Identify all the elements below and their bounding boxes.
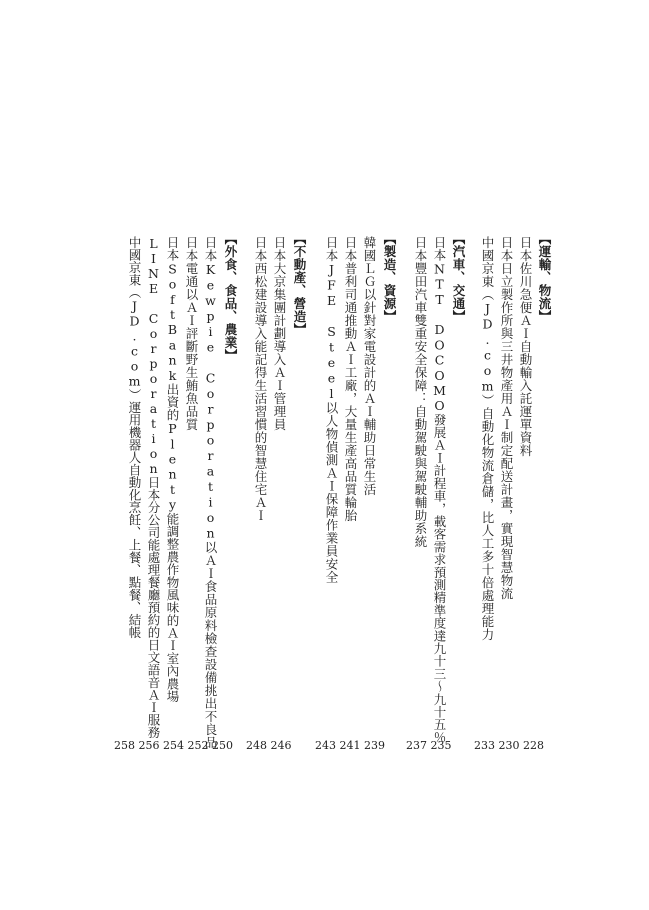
page-references: 237 235	[406, 739, 452, 752]
entry-line: 日本大京集團計劃導入ＡＩ管理員	[272, 236, 287, 431]
entry-line: LINE Corporation日本分公司能處理餐廳預約的日文語音ＡＩ服務	[146, 236, 161, 739]
entry-line: 日本佐川急便ＡＩ自動輸入託運單資料	[518, 236, 533, 457]
entry-line: 日本NTT DOCOMO發展ＡＩ計程車，載客需求預測精準度達九十三～九十五％	[432, 236, 447, 744]
section-heading-food: 【外食、食品、農業】	[223, 232, 238, 362]
page-references: 233 230 228	[474, 739, 544, 752]
page-references: 248 246	[246, 739, 292, 752]
page-references: 243 241 239	[315, 739, 385, 752]
entry-line: 中國京東（JD.com）運用機器人自動化烹飪、上餐、點餐、結帳	[127, 236, 142, 639]
entry-line: 韓國ＬＧ以針對家電設計的ＡＩ輔助日常生活	[362, 236, 377, 496]
entry-line: 日本西松建設導入能記得生活習慣的智慧住宅ＡＩ	[253, 236, 268, 522]
entry-line: 日本SoftBank出資的Plenty能調整農作物風味的ＡＩ室內農場	[165, 236, 180, 703]
entry-line: 日本日立製作所與三井物產用ＡＩ制定配送計畫，實現智慧物流	[499, 236, 514, 600]
section-heading-manufacturing: 【製造、資源】	[382, 232, 397, 323]
page-references: 258 256 254 252 250	[114, 739, 233, 752]
entry-line: 日本JFE Steel以人物偵測ＡＩ保障作業員安全	[324, 236, 339, 584]
entry-line: 中國京東（JD.com）自動化物流倉儲，比人工多十倍處理能力	[480, 236, 495, 641]
entry-line: 日本普利司通推動ＡＩ工廠，大量生產高品質輪胎	[343, 236, 358, 522]
section-heading-logistics: 【運輸、物流】	[537, 232, 552, 323]
entry-line: 日本電通以ＡＩ評斷野生鮪魚品質	[184, 236, 199, 431]
entry-line: 日本豐田汽車雙重安全保障：自動駕駛與駕駛輔助系統	[413, 236, 428, 548]
entry-line: 日本Kewpie Corporation以ＡＩ食品原料檢查設備挑出不良品	[203, 236, 218, 749]
section-heading-automotive: 【汽車、交通】	[451, 232, 466, 323]
section-heading-real-estate: 【不動產、營造】	[292, 232, 307, 336]
